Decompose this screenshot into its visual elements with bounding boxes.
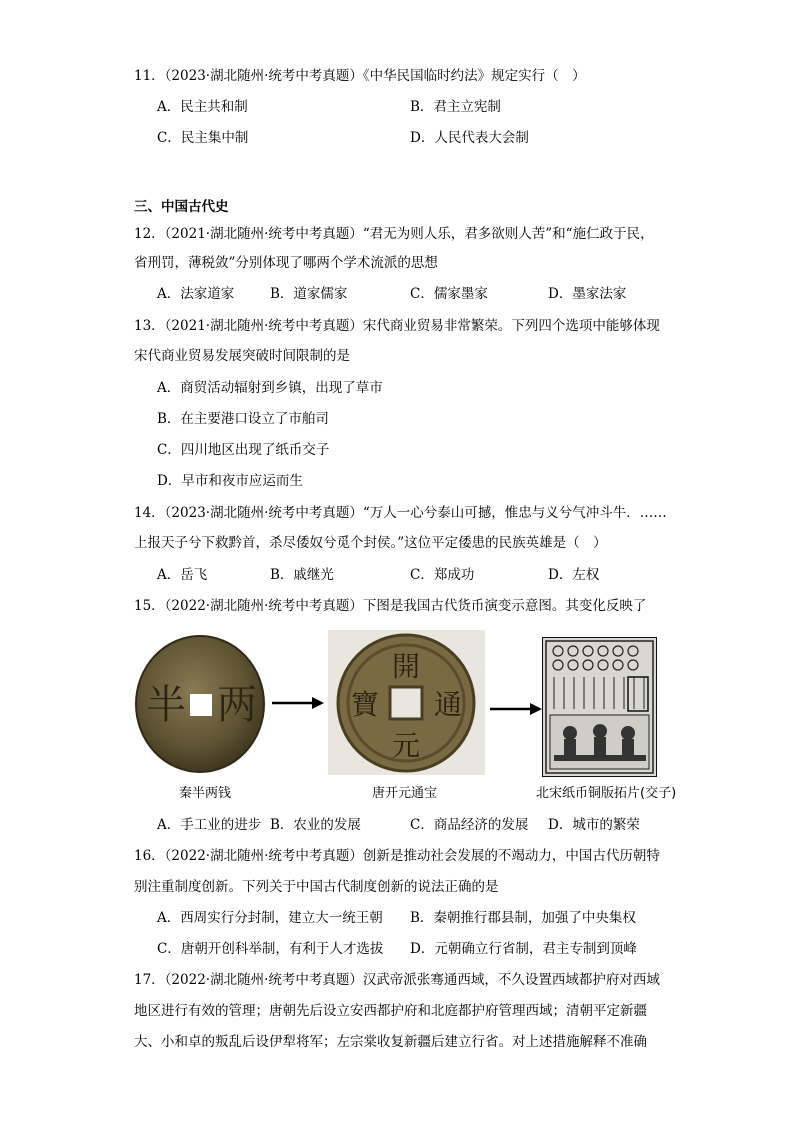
tang-kaiyuan-coin-image (328, 630, 485, 775)
q11-option-a[interactable]: A．民主共和制 (157, 99, 248, 115)
q16-option-c[interactable]: C．唐朝开创科举制，有利于人才选拔 (157, 941, 384, 957)
q15-option-d[interactable]: D．城市的繁荣 (548, 817, 640, 833)
jiaozi-print-image (542, 637, 657, 777)
coin2-char-yuan: 元 (391, 729, 421, 762)
q13-stem-line2: 宋代商业贸易发展突破时间限制的是 (134, 348, 350, 364)
q14-stem-line1: 14．（2023·湖北随州·统考中考真题）“万人一心兮泰山可撼，惟忠与义兮气冲斗牛．…… (134, 505, 667, 521)
coin2-char-bao: 寶 (350, 688, 380, 721)
q16-option-b[interactable]: B．秦朝推行郡县制，加强了中央集权 (410, 910, 636, 926)
q15-option-c[interactable]: C．商品经济的发展 (410, 817, 529, 833)
qin-banliang-coin-image (133, 634, 267, 774)
q13-stem-line1: 13．（2021·湖北随州·统考中考真题）宋代商业贸易非常繁荣。下列四个选项中能够体现 (134, 318, 660, 334)
q12-option-b[interactable]: B．道家儒家 (270, 286, 348, 302)
q14-option-c[interactable]: C．郑成功 (410, 567, 475, 583)
q15-option-a[interactable]: A．手工业的进步 (157, 817, 262, 833)
q12-option-a[interactable]: A．法家道家 (157, 286, 235, 302)
q12-stem-line1: 12．（2021·湖北随州·统考中考真题）“君无为则人乐，君多欲则人苦”和“施仁政于民， (134, 226, 654, 242)
q14-option-b[interactable]: B．戚继光 (270, 567, 334, 583)
q15-stem-line1: 15．（2022·湖北随州·统考中考真题）下图是我国古代货币演变示意图。其变化反映了 (134, 598, 647, 614)
q14-option-a[interactable]: A．岳飞 (157, 567, 208, 583)
q16-option-a[interactable]: A．西周实行分封制，建立大一统王朝 (157, 910, 383, 926)
q17-stem-line1: 17．（2022·湖北随州·统考中考真题）汉武帝派张骞通西域，不久设置西域都护府对西域 (134, 972, 660, 988)
q11-option-c[interactable]: C．民主集中制 (157, 130, 249, 146)
q13-option-b[interactable]: B．在主要港口设立了市舶司 (157, 411, 329, 427)
q12-option-c[interactable]: C．儒家墨家 (410, 286, 488, 302)
q12-stem-line2: 省刑罚，薄税敛”分别体现了哪两个学术流派的思想 (134, 255, 438, 271)
q13-option-c[interactable]: C．四川地区出现了纸币交子 (157, 442, 330, 458)
q14-stem-line2: 上报天子兮下救黔首，杀尽倭奴兮觅个封侯。”这位平定倭患的民族英雄是（ ） (134, 535, 607, 551)
arrow-right-icon (272, 696, 324, 714)
coin1-char-ban: 两 (217, 682, 257, 728)
q13-option-a[interactable]: A．商贸活动辐射到乡镇，出现了草市 (157, 380, 383, 396)
q14-option-d[interactable]: D．左权 (548, 567, 600, 583)
q12-option-d[interactable]: D．墨家法家 (548, 286, 627, 302)
q16-stem-line1: 16．（2022·湖北随州·统考中考真题）创新是推动社会发展的不竭动力，中国古代历朝特 (134, 848, 660, 864)
q11-option-d[interactable]: D．人民代表大会制 (410, 130, 529, 146)
arrow-right-icon (490, 702, 542, 720)
q17-stem-line2: 地区进行有效的管理；唐朝先后设立安西都护府和北庭都护府管理西域；清朝平定新疆 (134, 1003, 647, 1019)
coin2-char-kai: 開 (391, 650, 421, 683)
caption-qin-banliang: 秦半两钱 (179, 786, 232, 801)
q16-stem-line2: 别注重制度创新。下列关于中国古代制度创新的说法正确的是 (134, 879, 499, 895)
coin2-char-tong: 通 (433, 688, 463, 721)
section-heading: 三、中国古代史 (134, 199, 229, 215)
caption-jiaozi: 北宋纸币铜版拓片(交子) (536, 786, 677, 801)
q16-option-d[interactable]: D．元朝确立行省制，君主专制到顶峰 (410, 941, 637, 957)
q17-stem-line3: 大、小和卓的叛乱后设伊犁将军；左宗棠收复新疆后建立行省。对上述措施解释不准确 (134, 1034, 647, 1050)
q11-option-b[interactable]: B．君主立宪制 (410, 99, 501, 115)
q13-option-d[interactable]: D．早市和夜市应运而生 (157, 473, 303, 489)
caption-tang-kaiyuan: 唐开元通宝 (372, 786, 438, 801)
q15-option-b[interactable]: B．农业的发展 (270, 817, 361, 833)
coin1-char-liang: 半 (146, 682, 186, 728)
q11-stem: 11．（2023·湖北随州·统考中考真题）《中华民国临时约法》规定实行（ ） (134, 68, 586, 84)
